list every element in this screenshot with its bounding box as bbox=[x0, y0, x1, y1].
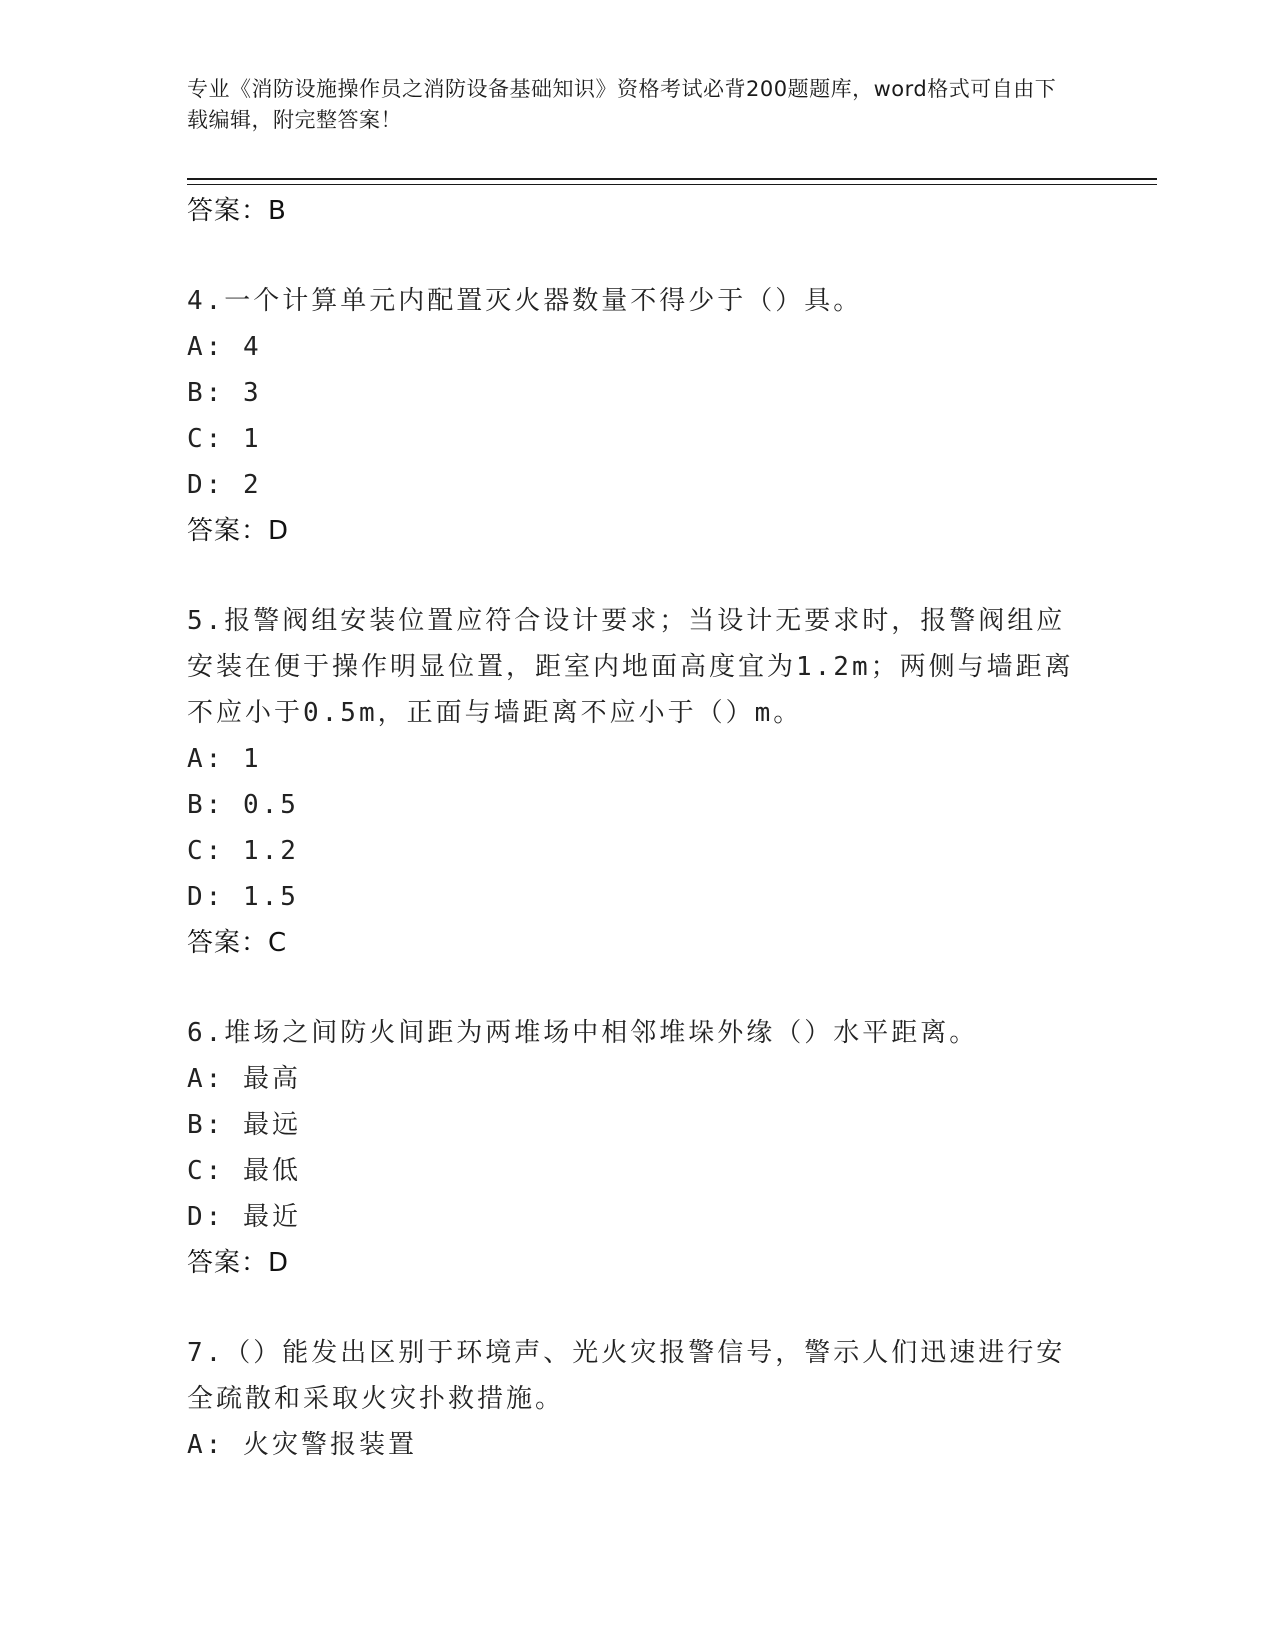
section-spacer bbox=[187, 234, 1087, 278]
option-line: D: 1.5 bbox=[187, 882, 299, 912]
option-line: C: 最低 bbox=[187, 1156, 301, 1186]
answer-line: 答案：B bbox=[187, 196, 287, 226]
section-spacer bbox=[187, 966, 1087, 1010]
option-line: A: 1 bbox=[187, 744, 262, 774]
option-line: A: 4 bbox=[187, 332, 262, 362]
option-line: C: 1.2 bbox=[187, 836, 299, 866]
option-line: D: 最近 bbox=[187, 1202, 301, 1232]
option-line: D: 2 bbox=[187, 470, 262, 500]
header-divider-thin bbox=[187, 184, 1157, 185]
section-spacer bbox=[187, 554, 1087, 598]
option-line: B: 0.5 bbox=[187, 790, 299, 820]
answer-line: 答案：D bbox=[187, 1248, 290, 1278]
option-line: A: 最高 bbox=[187, 1064, 301, 1094]
header-divider-thick bbox=[187, 178, 1157, 180]
option-line: B: 3 bbox=[187, 378, 262, 408]
option-line: B: 最远 bbox=[187, 1110, 301, 1140]
answer-line: 答案：C bbox=[187, 928, 288, 958]
question-text: 6.堆场之间防火间距为两堆场中相邻堆垛外缘（）水平距离。 bbox=[187, 1018, 979, 1048]
question-text: 5.报警阀组安装位置应符合设计要求；当设计无要求时，报警阀组应安装在便于操作明显位置，距室内地面高度宜为1.2m；两侧与墙距离不应小于0.5m，正面与墙距离不应小于（）m。 bbox=[187, 606, 1074, 728]
option-line: C: 1 bbox=[187, 424, 262, 454]
document-intro: 专业《消防设施操作员之消防设备基础知识》资格考试必背200题题库，word格式可自由下载编辑，附完整答案！ bbox=[187, 77, 1057, 132]
question-text: 4.一个计算单元内配置灭火器数量不得少于（）具。 bbox=[187, 286, 863, 316]
section-spacer bbox=[187, 1286, 1087, 1330]
question-list bbox=[187, 188, 1087, 1468]
answer-line: 答案：D bbox=[187, 516, 290, 546]
question-text: 7.（）能发出区别于环境声、光火灾报警信号，警示人们迅速进行安全疏散和采取火灾扑救措施。 bbox=[187, 1338, 1066, 1414]
option-line: A: 火灾警报装置 bbox=[187, 1430, 417, 1460]
